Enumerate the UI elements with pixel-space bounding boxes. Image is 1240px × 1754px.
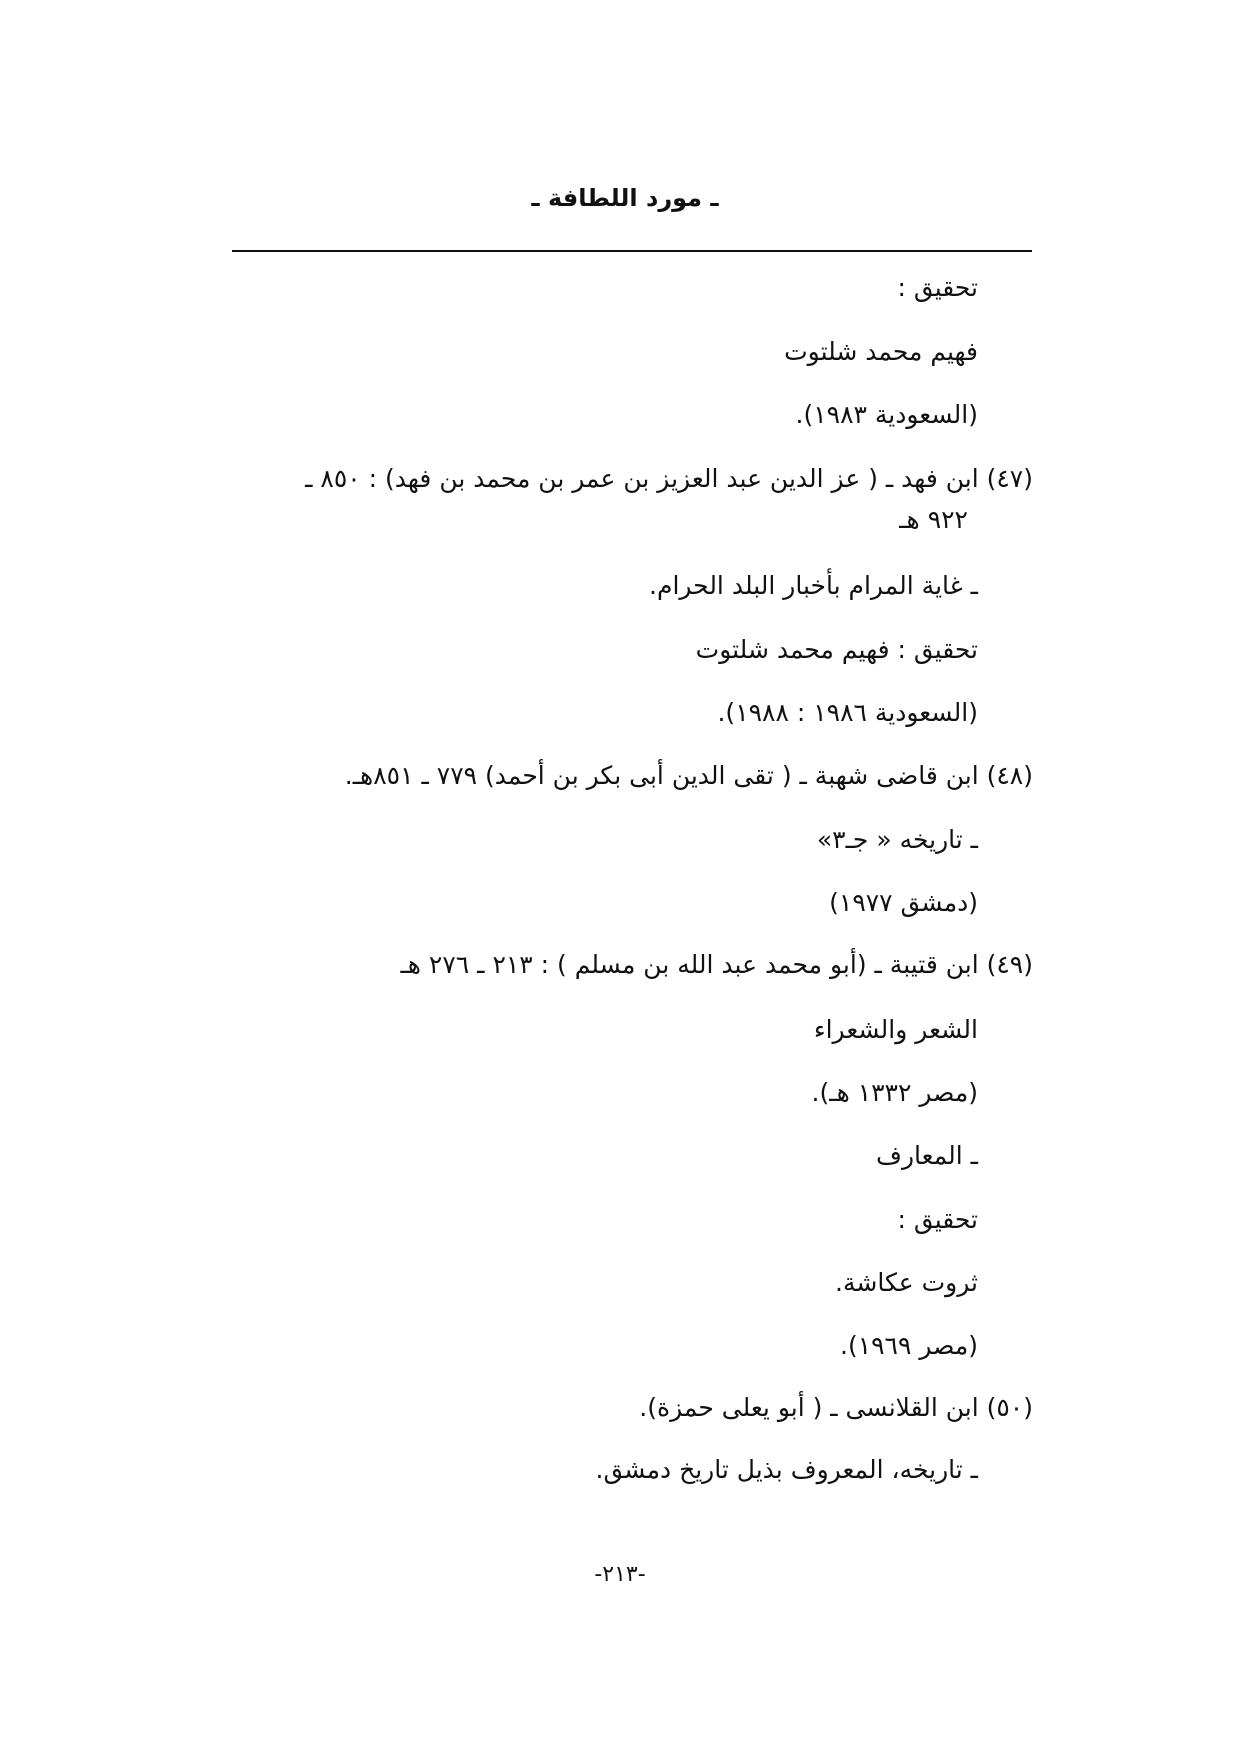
text-line: (مصر ١٣٣٢ هـ). (811, 1078, 978, 1107)
entry-47-heading: (٤٧) ابن فهد ـ ( عز الدين عبد العزيز بن عمر بن محمد بن فهد) : ٨٥٠ ـ (305, 464, 1033, 493)
text-line: ـ تاريخه « جـ٣» (816, 825, 978, 854)
text-line: (السعودية ١٩٨٣). (795, 400, 978, 429)
text-line: تحقيق : (897, 273, 978, 302)
text-line: ـ غاية المرام بأخبار البلد الحرام. (649, 571, 978, 600)
text-line: ـ المعارف (876, 1141, 978, 1170)
text-line: الشعر والشعراء (813, 1015, 978, 1044)
text-line: (السعودية ١٩٨٦ : ١٩٨٨). (717, 698, 978, 727)
text-line: ـ تاريخه، المعروف بذيل تاريخ دمشق. (595, 1455, 978, 1484)
header-rule (232, 250, 1032, 252)
text-line: (دمشق ١٩٧٧) (829, 888, 978, 917)
text-line: ثروت عكاشة. (835, 1268, 978, 1297)
text-line: تحقيق : فهيم محمد شلتوت (695, 635, 978, 664)
entry-47-heading-continued: ٩٢٢ هـ (899, 505, 968, 534)
text-line: (مصر ١٩٦٩). (840, 1331, 978, 1360)
entry-49-heading: (٤٩) ابن قتيبة ـ (أبو محمد عبد الله بن مسلم ) : ٢١٣ ـ ٢٧٦ هـ (400, 950, 1033, 979)
text-line: تحقيق : (897, 1205, 978, 1234)
page-number: -٢١٣- (594, 1562, 646, 1587)
entry-50-heading: (٥٠) ابن القلانسى ـ ( أبو يعلى حمزة). (639, 1393, 1033, 1422)
page-header-title: ـ مورد اللطافة ـ (531, 184, 719, 212)
text-line: فهيم محمد شلتوت (784, 337, 978, 366)
entry-48-heading: (٤٨) ابن قاضى شهبة ـ ( تقى الدين أبى بكر بن أحمد) ٧٧٩ ـ ٨٥١هـ. (344, 761, 1033, 790)
